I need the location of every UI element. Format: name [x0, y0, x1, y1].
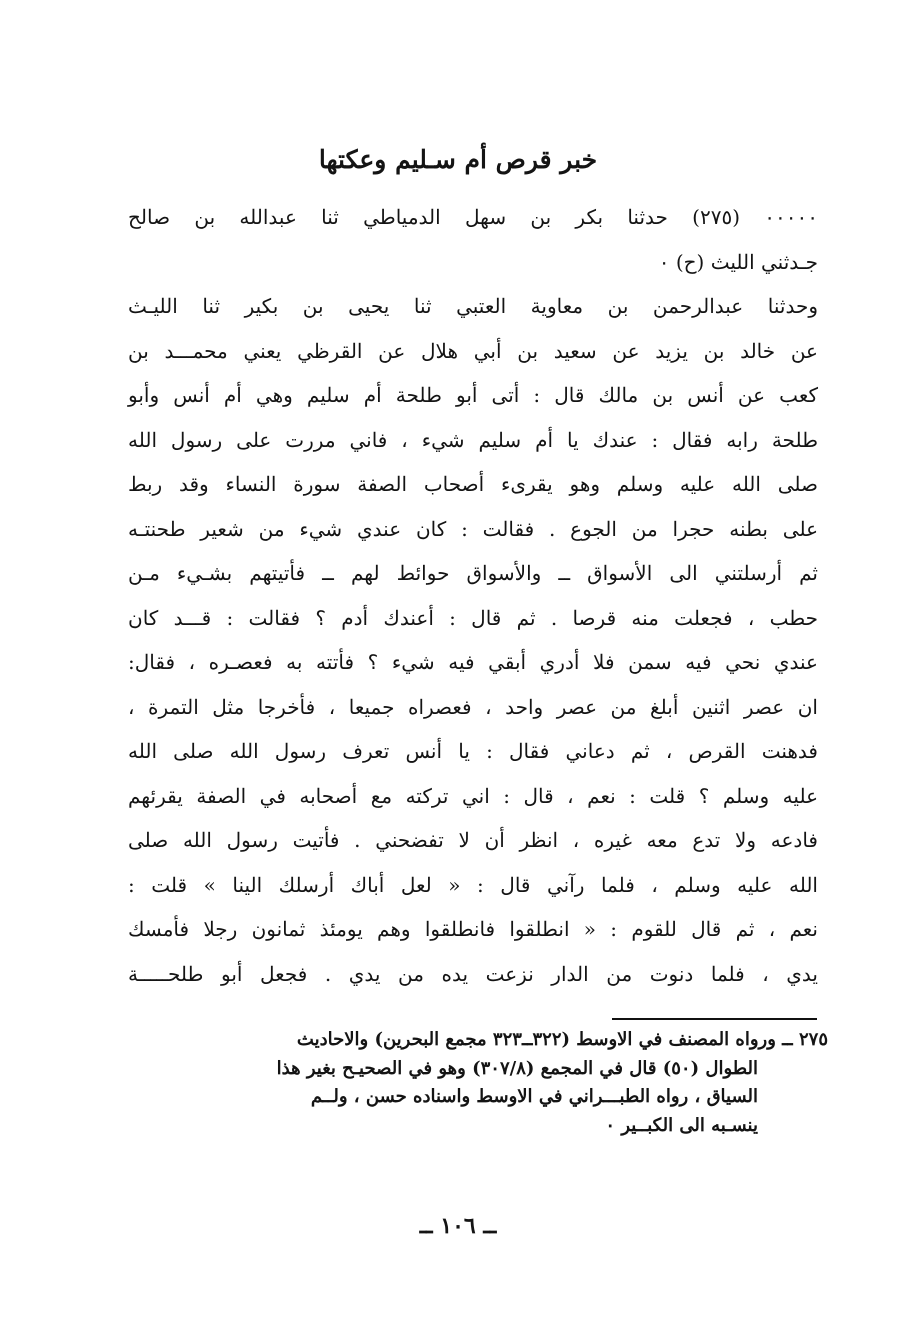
text-line: نعم ، ثم قال للقوم : « انطلقوا فانطلقوا وهم يومئذ ثمانون رجلا فأمسك — [128, 917, 819, 941]
footnote-divider — [612, 1018, 817, 1020]
text-line: فدهنت القرص ، ثم دعاني فقال : يا أنس تعرف رسول الله صلى الله — [128, 739, 818, 763]
text-line: ۰۰۰۰۰ (۲۷٥) حدثنا بكر بن سهل الدمياطي ثنا عبدالله بن صالح — [128, 205, 818, 229]
main-text — [128, 195, 818, 996]
text-line: على بطنه حجرا من الجوع . فقالت : كان عندي شيء من شعير طحنتـه — [128, 516, 818, 541]
text-line: صلى الله عليه وسلم وهو يقرىء أصحاب الصفة سورة النساء وقد ربط — [128, 472, 818, 496]
footnote-line: ۲۷٥ ــ ورواه المصنف في الاوسط (۳۲۲ــ۳۲۳ مجمع البحرين) والاحاديث — [296, 1029, 828, 1050]
text-line: حطب ، فجعلت منه قرصا . ثم قال : أعندك أدم ؟ فقالت : قـــد كان — [128, 605, 818, 630]
text-line: الله عليه وسلم ، فلما رآني قال : « لعل أباك أرسلك الينا » قلت : — [128, 872, 818, 897]
footnote-line: الطوال (٥۰) قال في المجمع (۳۰۷/۸) وهو في الصحيـح بغير هذا — [276, 1057, 758, 1079]
text-line: عن خالد بن يزيد عن سعيد بن أبي هلال عن القرظي يعني محمـــد بن — [128, 338, 818, 363]
text-line: طلحة رابه فقال : عندك يا أم سليم شيء ، فاني مررت على رسول الله — [128, 427, 818, 452]
footnote — [128, 1026, 828, 1140]
text-line: فادعه ولا تدع معه غيره ، انظر أن لا تفضحني . فأتيت رسول الله صلى — [128, 828, 818, 852]
text-line: جـدثني الليث (ح) ۰ — [658, 249, 818, 274]
text-line: ثم أرسلتني الى الأسواق ــ والأسواق حوائط لهم ــ فأتيتهم بشـيء مـن — [128, 561, 818, 585]
page-number: ــ ۱۰٦ ــ — [419, 1213, 497, 1239]
text-line: كعب عن أنس بن مالك قال : أتى أبو طلحة أم سليم وهي أم أنس وأبو — [128, 383, 818, 407]
footnote-line: ينسـبه الى الكبــير ۰ — [605, 1114, 758, 1136]
text-line: وحدثنا عبدالرحمن بن معاوية العتبي ثنا يحيى بن بكير ثنا الليـث — [128, 294, 818, 318]
text-line: عندي نحي فيه سمن فلا أدري أبقي فيه شيء ؟ فأتته به فعصـره ، فقال: — [128, 650, 818, 674]
chapter-title: خبر قرص أم سـليم وعكتها — [318, 145, 598, 174]
text-line: يدي ، فلما دنوت من الدار نزعت يده من يدي . فجعل أبو طلحـــــة — [128, 961, 818, 986]
text-line: عليه وسلم ؟ قلت : نعم ، قال : اني تركته مع أصحابه في الصفة يقرئهم — [128, 783, 818, 808]
text-line: ان عصر اثنين أبلغ من عصر واحد ، فعصراه جميعا ، فأخرجا مثل التمرة ، — [128, 694, 818, 719]
footnote-line: السياق ، رواه الطبـــراني في الاوسط واسناده حسن ، ولــم — [310, 1086, 758, 1107]
